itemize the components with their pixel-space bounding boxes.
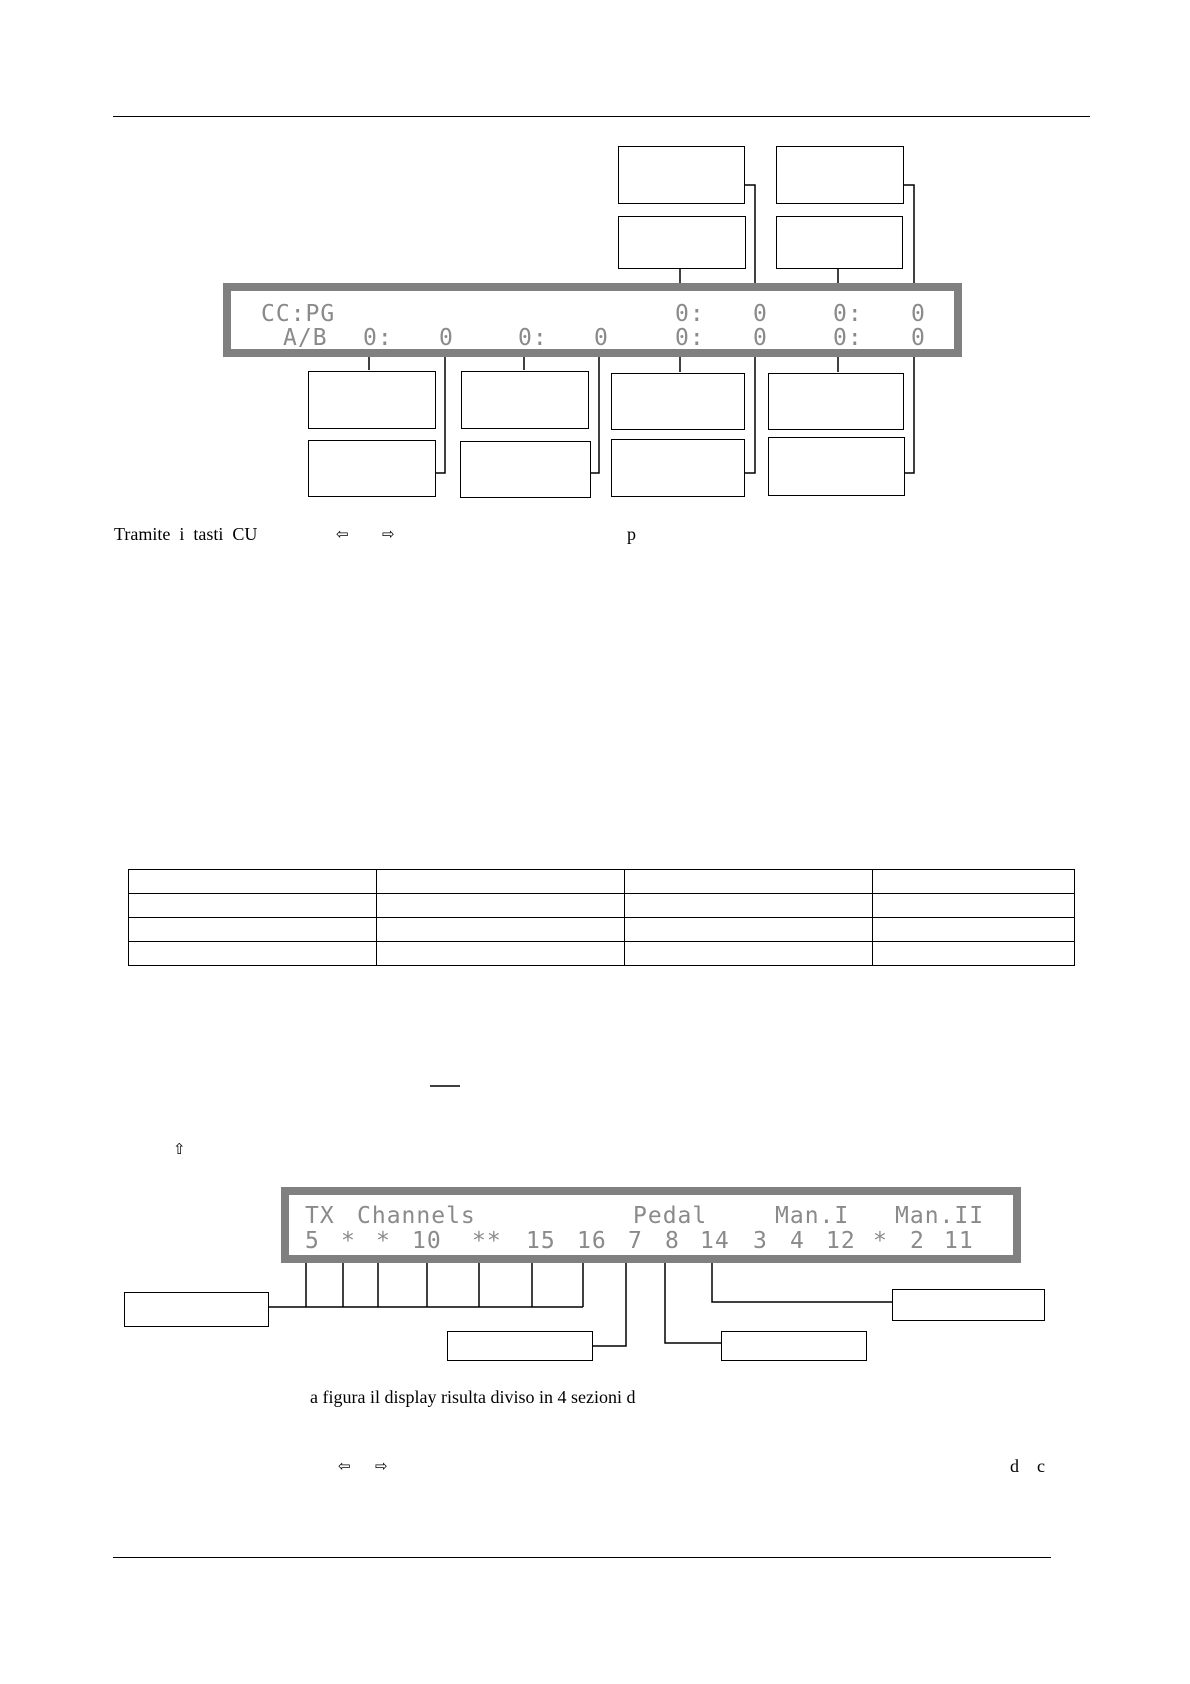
right-arrow-icon: ⇨	[382, 525, 395, 543]
lcd-label-man-i: Man.I	[775, 1203, 850, 1229]
lcd-channel-value: 4	[790, 1228, 805, 1254]
lcd-channel-value: *	[376, 1228, 391, 1254]
lcd-label-cc-pg: CC:PG	[261, 301, 336, 327]
lcd-channel-value: 2	[910, 1228, 925, 1254]
body-text-line-2: a figura il display risulta diviso in 4 sezioni d	[310, 1387, 636, 1407]
lcd-row2-value: 0	[753, 325, 768, 351]
lcd-label-tx: TX	[305, 1203, 335, 1229]
lcd-row2-value: 0	[594, 325, 609, 351]
lcd-channel-value: 10	[412, 1228, 442, 1254]
label-box-channels	[124, 1292, 269, 1327]
label-box-bottom-4	[460, 441, 591, 498]
lcd-label-a-b: A/B	[283, 325, 328, 351]
lcd-channel-value: 3	[753, 1228, 768, 1254]
lcd-row2-value: 0	[439, 325, 454, 351]
lcd-label-pedal: Pedal	[633, 1203, 708, 1229]
lcd-display-tx-channels	[281, 1187, 1021, 1263]
lcd-row1-value: 0	[753, 301, 768, 327]
label-box-bottom-3	[461, 371, 589, 429]
body-text-line-1: Tramite i tasti CU	[114, 524, 258, 544]
table-row	[129, 894, 1075, 918]
lcd-channel-value: 7	[628, 1228, 643, 1254]
lcd-channel-value: 14	[700, 1228, 730, 1254]
label-box-bottom-8	[768, 437, 905, 496]
left-arrow-icon: ⇦	[336, 525, 349, 543]
label-box-top-4	[776, 216, 903, 269]
label-box-bottom-6	[611, 439, 745, 497]
label-box-man-i	[721, 1331, 867, 1361]
up-arrow-icon: ⇧	[173, 1140, 186, 1158]
label-box-top-3	[776, 146, 904, 204]
label-box-man-ii	[892, 1289, 1045, 1321]
label-box-bottom-7	[768, 373, 904, 430]
lcd-channel-value: *	[341, 1228, 356, 1254]
lcd-label-man-ii: Man.II	[895, 1203, 985, 1229]
label-box-bottom-2	[308, 440, 436, 497]
lcd-row1-value: 0	[911, 301, 926, 327]
label-box-bottom-5	[611, 373, 745, 430]
lcd-row2-value: 0:	[675, 325, 705, 351]
lcd-channel-value: 8	[665, 1228, 680, 1254]
lcd-channel-value: 5	[305, 1228, 320, 1254]
lcd-channel-value: *	[873, 1228, 888, 1254]
table-row	[129, 918, 1075, 942]
lcd-row2-value: 0	[911, 325, 926, 351]
table-row	[129, 870, 1075, 894]
lcd-row2-value: 0:	[363, 325, 393, 351]
body-text-fragment: p	[627, 524, 636, 544]
lcd-channel-value: 11	[944, 1228, 974, 1254]
empty-table	[128, 869, 1075, 966]
left-arrow-icon: ⇦	[338, 1457, 351, 1475]
right-arrow-icon: ⇨	[375, 1457, 388, 1475]
table-row	[129, 942, 1075, 966]
lcd-row1-value: 0:	[675, 301, 705, 327]
lcd-channel-value: 12	[826, 1228, 856, 1254]
label-box-pedal	[447, 1331, 593, 1361]
lcd-row2-value: 0:	[833, 325, 863, 351]
lcd-row2-value: 0:	[518, 325, 548, 351]
lcd-display-cc-pg	[223, 283, 962, 357]
lcd-channel-value: 16	[577, 1228, 607, 1254]
label-box-top-2	[618, 216, 746, 269]
lcd-channel-value: **	[472, 1228, 502, 1254]
lcd-label-channels: Channels	[357, 1203, 476, 1229]
lcd-row1-value: 0:	[833, 301, 863, 327]
label-box-top-1	[618, 146, 745, 204]
body-text-fragment: d c	[1010, 1456, 1045, 1476]
lcd-channel-value: 15	[526, 1228, 556, 1254]
label-box-bottom-1	[308, 371, 436, 429]
